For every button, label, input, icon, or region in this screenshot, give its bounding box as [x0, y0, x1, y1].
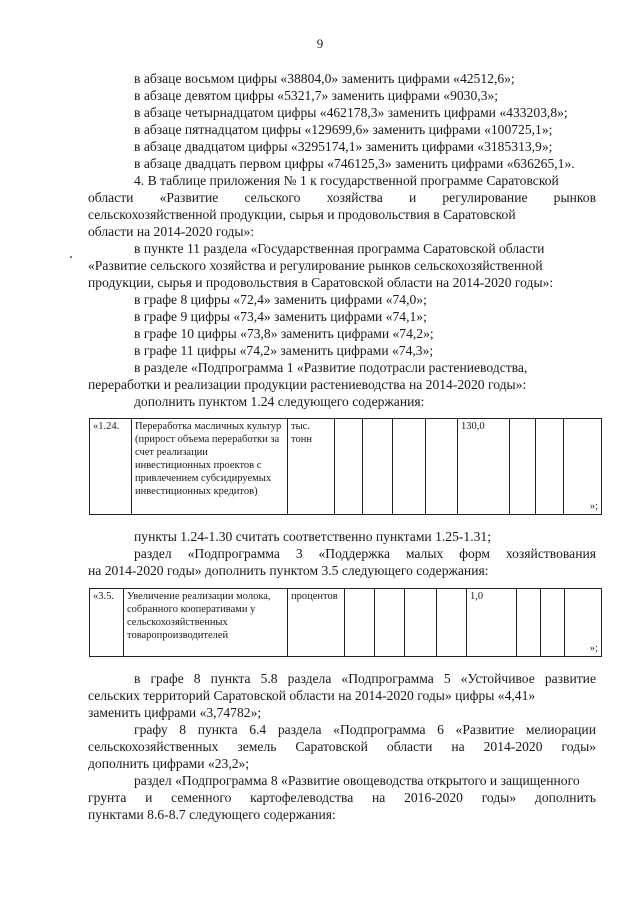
paragraph-line: «Развитие сельского хозяйства и регулирование рынков сельскохозяйственной [88, 258, 543, 273]
scan-speck [70, 256, 72, 258]
paragraph-line: в абзаце двадцать первом цифры «746125,3» заменить цифрами «636265,1». [134, 156, 575, 171]
paragraph-line: на 2014-2020 годы» дополнить пунктом 3.5 следующего содержания: [88, 563, 489, 578]
paragraph-line: в пункте 11 раздела «Государственная программа Саратовской области [134, 241, 545, 256]
paragraph-line: продукции, сырья и продовольствия в Саратовской области на 2014-2020 годы»: [88, 275, 554, 290]
paragraph-line: 4. В таблице приложения № 1 к государственной программе Саратовской [134, 173, 559, 188]
empty-cell [517, 589, 541, 657]
paragraph-line: в разделе «Подпрограмма 1 «Развитие подотрасли растениеводства, [134, 360, 528, 375]
paragraph-line: графу 8 пункта 6.4 раздела «Подпрограмма 6 «Развитие мелиорации [134, 722, 596, 737]
value-cell: 130,0 [458, 419, 510, 515]
empty-cell [426, 419, 458, 515]
paragraph-line: в абзаце двадцатом цифры «3295174,1» заменить цифрами «3185313,9»; [134, 139, 553, 154]
item-name-cell: Переработка масличных культур (прирост объема переработки за счет реализации инвестиционных проектов с привлечением субсидируемых инвестиционных кредитов) [132, 419, 288, 515]
empty-cell [393, 419, 426, 515]
unit-cell: тыс. тонн [288, 419, 335, 515]
value-cell: 1,0 [467, 589, 517, 657]
paragraph-line: заменить цифрами «3,74782»; [88, 705, 262, 720]
paragraph-line: сельскохозяйственных земель Саратовской области на 2014-2020 годы» [88, 739, 596, 754]
paragraph-line: в графе 10 цифры «73,8» заменить цифрами «74,2»; [134, 326, 434, 341]
empty-cell [437, 589, 467, 657]
paragraph-line: в графе 11 цифры «74,2» заменить цифрами «74,3»; [134, 343, 434, 358]
paragraph-line: пунктами 8.6-8.7 следующего содержания: [88, 807, 336, 822]
paragraph-line: области «Развитие сельского хозяйства и регулирование рынков [88, 190, 596, 205]
empty-cell [510, 419, 536, 515]
paragraph-line: в абзаце восьмом цифры «38804,0» заменить цифрами «42512,6»; [134, 71, 515, 86]
empty-cell [541, 589, 565, 657]
empty-cell [335, 419, 363, 515]
paragraph-line: дополнить пунктом 1.24 следующего содержания: [134, 394, 425, 409]
empty-cell [536, 419, 564, 515]
closing-quote-cell: »; [564, 419, 602, 515]
paragraph-line: в графе 8 пункта 5.8 раздела «Подпрограмма 5 «Устойчивое развитие [134, 671, 596, 686]
paragraph-line: в графе 8 цифры «72,4» заменить цифрами «74,0»; [134, 292, 427, 307]
empty-cell [363, 419, 393, 515]
closing-quote-cell: »; [565, 589, 602, 657]
paragraph-line: грунта и семенного картофелеводства на 2016-2020 годы» дополнить [88, 790, 596, 805]
table-item-3-5 [89, 588, 602, 657]
paragraph-line: сельскохозяйственной продукции, сырья и продовольствия в Саратовской [88, 207, 516, 222]
paragraph-line: дополнить цифрами «23,2»; [88, 756, 250, 771]
item-number-cell: «1.24. [90, 419, 132, 515]
paragraph-line: сельских территорий Саратовской области на 2014-2020 годы» цифры «4,41» [88, 688, 536, 703]
paragraph-line: раздел «Подпрограмма 8 «Развитие овощеводства открытого и защищенного [134, 773, 580, 788]
paragraph-line: раздел «Подпрограмма 3 «Поддержка малых форм хозяйствования [134, 546, 596, 561]
paragraph-line: в абзаце пятнадцатом цифры «129699,6» заменить цифрами «100725,1»; [134, 122, 553, 137]
item-number-cell: «3.5. [90, 589, 124, 657]
paragraph-line: области на 2014-2020 годы»: [88, 224, 255, 239]
paragraph-line: в абзаце четырнадцатом цифры «462178,3» заменить цифрами «433203,8»; [134, 105, 568, 120]
paragraph-line: переработки и реализации продукции растениеводства на 2014-2020 годы»: [88, 377, 527, 392]
paragraph-line: в абзаце девятом цифры «5321,7» заменить цифрами «9030,3»; [134, 88, 499, 103]
unit-cell: процентов [288, 589, 345, 657]
paragraph-line: пункты 1.24-1.30 считать соответственно пунктами 1.25-1.31; [134, 529, 491, 544]
empty-cell [405, 589, 437, 657]
empty-cell [375, 589, 405, 657]
empty-cell [345, 589, 375, 657]
paragraph-line: в графе 9 цифры «73,4» заменить цифрами «74,1»; [134, 309, 427, 324]
item-name-cell: Увеличение реализации молока, собранного кооперативами у сельскохозяйственных товаропроизводителей [124, 589, 288, 657]
table-item-1-24 [89, 418, 602, 515]
page-number: 9 [316, 36, 324, 51]
